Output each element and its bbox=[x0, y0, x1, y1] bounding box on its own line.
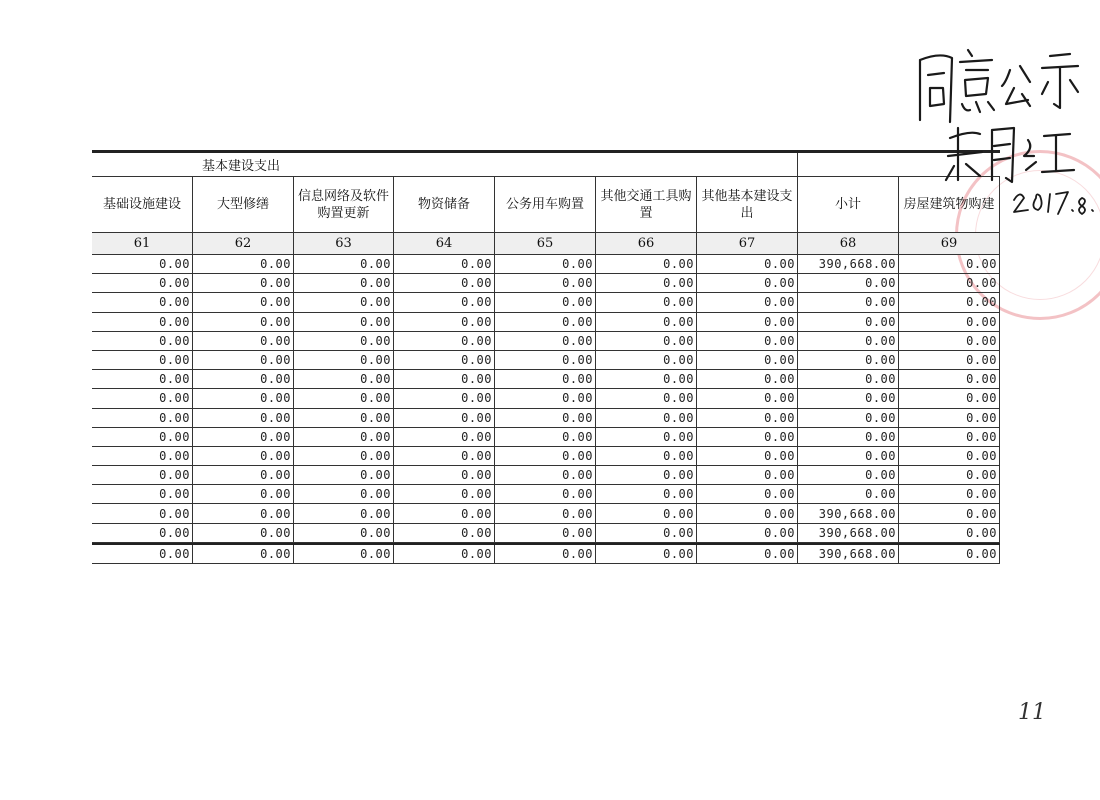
table-cell: 0.00 bbox=[92, 504, 193, 523]
table-cell: 0.00 bbox=[899, 255, 1000, 274]
table-cell: 0.00 bbox=[92, 524, 193, 543]
table-cell: 0.00 bbox=[798, 370, 899, 389]
table-cell: 0.00 bbox=[92, 485, 193, 504]
table-cell: 0.00 bbox=[294, 485, 394, 504]
table-cell: 0.00 bbox=[899, 466, 1000, 485]
column-header-row bbox=[92, 177, 1000, 233]
table-cell: 0.00 bbox=[193, 332, 294, 351]
table-cell: 0.00 bbox=[798, 409, 899, 428]
col-header-building-purchase: 房屋建筑物购建 bbox=[899, 177, 1000, 233]
col-header-other-construction: 其他基本建设支出 bbox=[697, 177, 798, 233]
group-title: 基本建设支出 bbox=[92, 153, 798, 177]
col-number: 67 bbox=[697, 233, 798, 255]
table-cell: 0.00 bbox=[596, 428, 697, 447]
table-cell: 390,668.00 bbox=[798, 504, 899, 523]
table-cell: 0.00 bbox=[294, 370, 394, 389]
table-cell: 0.00 bbox=[899, 351, 1000, 370]
table-cell: 0.00 bbox=[92, 428, 193, 447]
table-cell: 0.00 bbox=[798, 389, 899, 408]
table-row bbox=[92, 370, 1000, 389]
table-row bbox=[92, 485, 1000, 504]
col-number: 62 bbox=[193, 233, 294, 255]
table-cell: 0.00 bbox=[495, 466, 596, 485]
table-cell: 0.00 bbox=[899, 428, 1000, 447]
table-cell: 0.00 bbox=[394, 524, 495, 543]
table-cell: 0.00 bbox=[92, 370, 193, 389]
table-cell: 0.00 bbox=[596, 370, 697, 389]
group-header-row bbox=[92, 150, 1000, 177]
table-cell: 0.00 bbox=[798, 293, 899, 312]
total-cell: 0.00 bbox=[596, 545, 697, 564]
table-cell: 0.00 bbox=[193, 313, 294, 332]
col-number: 64 bbox=[394, 233, 495, 255]
table-cell: 0.00 bbox=[294, 524, 394, 543]
table-cell: 0.00 bbox=[394, 332, 495, 351]
table-cell: 0.00 bbox=[294, 293, 394, 312]
col-header-it-network: 信息网络及软件购置更新 bbox=[294, 177, 394, 233]
table-cell: 0.00 bbox=[495, 274, 596, 293]
table-cell: 0.00 bbox=[294, 428, 394, 447]
table-cell: 0.00 bbox=[495, 389, 596, 408]
table-cell: 0.00 bbox=[596, 524, 697, 543]
table-cell: 0.00 bbox=[697, 409, 798, 428]
table-cell: 0.00 bbox=[495, 313, 596, 332]
table-row bbox=[92, 504, 1000, 523]
table-cell: 0.00 bbox=[596, 466, 697, 485]
page-number: 11 bbox=[1018, 700, 1046, 725]
table-cell: 0.00 bbox=[899, 524, 1000, 543]
table-cell: 0.00 bbox=[193, 351, 294, 370]
table-cell: 0.00 bbox=[697, 351, 798, 370]
col-header-official-vehicle: 公务用车购置 bbox=[495, 177, 596, 233]
table-row bbox=[92, 255, 1000, 274]
total-cell: 0.00 bbox=[899, 545, 1000, 564]
table-cell: 0.00 bbox=[495, 504, 596, 523]
table-cell: 0.00 bbox=[92, 274, 193, 293]
col-header-material-reserve: 物资储备 bbox=[394, 177, 495, 233]
col-number: 69 bbox=[899, 233, 1000, 255]
table-cell: 0.00 bbox=[394, 313, 495, 332]
table-row bbox=[92, 313, 1000, 332]
table-cell: 0.00 bbox=[92, 255, 193, 274]
table-cell: 0.00 bbox=[596, 409, 697, 428]
table-cell: 0.00 bbox=[294, 389, 394, 408]
table-row bbox=[92, 293, 1000, 312]
table-cell: 0.00 bbox=[92, 293, 193, 312]
table-cell: 0.00 bbox=[193, 409, 294, 428]
table-cell: 0.00 bbox=[596, 313, 697, 332]
total-cell: 0.00 bbox=[495, 545, 596, 564]
table-cell: 0.00 bbox=[697, 389, 798, 408]
table-cell: 0.00 bbox=[899, 370, 1000, 389]
table-cell: 0.00 bbox=[193, 255, 294, 274]
table-cell: 0.00 bbox=[394, 504, 495, 523]
total-cell: 390,668.00 bbox=[798, 545, 899, 564]
table-cell: 0.00 bbox=[697, 485, 798, 504]
table-cell: 0.00 bbox=[294, 409, 394, 428]
table-cell: 0.00 bbox=[798, 313, 899, 332]
table-cell: 0.00 bbox=[697, 332, 798, 351]
table-cell: 0.00 bbox=[294, 447, 394, 466]
table-cell: 0.00 bbox=[596, 447, 697, 466]
table-cell: 0.00 bbox=[193, 293, 294, 312]
col-number: 61 bbox=[92, 233, 193, 255]
table-cell: 0.00 bbox=[294, 313, 394, 332]
table-cell: 0.00 bbox=[495, 409, 596, 428]
table-cell: 0.00 bbox=[899, 293, 1000, 312]
table-cell: 0.00 bbox=[596, 389, 697, 408]
table-cell: 0.00 bbox=[798, 485, 899, 504]
table-cell: 0.00 bbox=[193, 504, 294, 523]
table-body bbox=[92, 255, 1000, 543]
table-row bbox=[92, 466, 1000, 485]
table-row bbox=[92, 332, 1000, 351]
table-cell: 0.00 bbox=[294, 274, 394, 293]
table-cell: 0.00 bbox=[798, 274, 899, 293]
table-cell: 0.00 bbox=[596, 274, 697, 293]
table-cell: 0.00 bbox=[798, 351, 899, 370]
col-number: 68 bbox=[798, 233, 899, 255]
table-cell: 0.00 bbox=[394, 389, 495, 408]
table-cell: 0.00 bbox=[596, 485, 697, 504]
table-cell: 0.00 bbox=[193, 485, 294, 504]
table-cell: 0.00 bbox=[697, 504, 798, 523]
table-cell: 0.00 bbox=[394, 255, 495, 274]
table-cell: 0.00 bbox=[193, 428, 294, 447]
column-number-row bbox=[92, 233, 1000, 255]
table-cell: 0.00 bbox=[899, 274, 1000, 293]
table-cell: 0.00 bbox=[899, 485, 1000, 504]
col-header-infrastructure: 基础设施建设 bbox=[92, 177, 193, 233]
table-cell: 0.00 bbox=[697, 255, 798, 274]
table-cell: 0.00 bbox=[92, 332, 193, 351]
col-header-major-repair: 大型修缮 bbox=[193, 177, 294, 233]
table-cell: 0.00 bbox=[92, 389, 193, 408]
table-cell: 0.00 bbox=[697, 274, 798, 293]
expenditure-table bbox=[92, 150, 1000, 564]
table-row bbox=[92, 274, 1000, 293]
col-number: 65 bbox=[495, 233, 596, 255]
table-cell: 0.00 bbox=[899, 313, 1000, 332]
table-cell: 0.00 bbox=[697, 370, 798, 389]
table-cell: 0.00 bbox=[193, 524, 294, 543]
table-cell: 0.00 bbox=[697, 293, 798, 312]
total-cell: 0.00 bbox=[193, 545, 294, 564]
table-row bbox=[92, 428, 1000, 447]
table-cell: 0.00 bbox=[596, 351, 697, 370]
table-cell: 0.00 bbox=[495, 351, 596, 370]
table-cell: 0.00 bbox=[92, 466, 193, 485]
table-cell: 0.00 bbox=[92, 313, 193, 332]
table-cell: 0.00 bbox=[596, 255, 697, 274]
total-cell: 0.00 bbox=[697, 545, 798, 564]
total-cell: 0.00 bbox=[394, 545, 495, 564]
table-cell: 0.00 bbox=[495, 293, 596, 312]
table-cell: 0.00 bbox=[294, 351, 394, 370]
table-cell: 0.00 bbox=[394, 274, 495, 293]
table-cell: 0.00 bbox=[193, 447, 294, 466]
table-cell: 0.00 bbox=[697, 524, 798, 543]
table-cell: 0.00 bbox=[193, 389, 294, 408]
table-cell: 0.00 bbox=[697, 447, 798, 466]
table-cell: 0.00 bbox=[697, 466, 798, 485]
table-cell: 0.00 bbox=[495, 332, 596, 351]
table-cell: 0.00 bbox=[899, 409, 1000, 428]
table-cell: 0.00 bbox=[495, 428, 596, 447]
table-cell: 0.00 bbox=[294, 466, 394, 485]
table-cell: 0.00 bbox=[798, 428, 899, 447]
table-cell: 0.00 bbox=[697, 313, 798, 332]
table-row bbox=[92, 409, 1000, 428]
col-number: 66 bbox=[596, 233, 697, 255]
table-cell: 0.00 bbox=[294, 504, 394, 523]
table-cell: 0.00 bbox=[394, 485, 495, 504]
table-cell: 0.00 bbox=[697, 428, 798, 447]
table-row bbox=[92, 351, 1000, 370]
table-cell: 390,668.00 bbox=[798, 255, 899, 274]
total-cell: 0.00 bbox=[294, 545, 394, 564]
table-cell: 0.00 bbox=[193, 370, 294, 389]
table-total-row bbox=[92, 543, 1000, 564]
col-header-other-transport: 其他交通工具购置 bbox=[596, 177, 697, 233]
table-cell: 0.00 bbox=[798, 466, 899, 485]
table-cell: 0.00 bbox=[92, 447, 193, 466]
table-cell: 0.00 bbox=[495, 524, 596, 543]
col-number: 63 bbox=[294, 233, 394, 255]
table-cell: 0.00 bbox=[394, 409, 495, 428]
table-cell: 0.00 bbox=[596, 293, 697, 312]
table-cell: 0.00 bbox=[798, 332, 899, 351]
table-row bbox=[92, 389, 1000, 408]
table-cell: 0.00 bbox=[193, 274, 294, 293]
table-row bbox=[92, 447, 1000, 466]
table-cell: 0.00 bbox=[394, 466, 495, 485]
table-cell: 0.00 bbox=[596, 332, 697, 351]
total-cell: 0.00 bbox=[92, 545, 193, 564]
table-cell: 0.00 bbox=[798, 447, 899, 466]
table-cell: 0.00 bbox=[495, 370, 596, 389]
table-cell: 0.00 bbox=[495, 485, 596, 504]
table-cell: 0.00 bbox=[899, 332, 1000, 351]
table-cell: 0.00 bbox=[193, 466, 294, 485]
table-cell: 0.00 bbox=[394, 370, 495, 389]
table-cell: 0.00 bbox=[92, 351, 193, 370]
table-cell: 0.00 bbox=[394, 351, 495, 370]
table-cell: 0.00 bbox=[394, 428, 495, 447]
table-cell: 390,668.00 bbox=[798, 524, 899, 543]
table-cell: 0.00 bbox=[294, 332, 394, 351]
group-title-blank bbox=[798, 153, 1000, 177]
table-cell: 0.00 bbox=[394, 293, 495, 312]
table-cell: 0.00 bbox=[899, 389, 1000, 408]
table-cell: 0.00 bbox=[394, 447, 495, 466]
table-cell: 0.00 bbox=[899, 447, 1000, 466]
col-header-subtotal: 小计 bbox=[798, 177, 899, 233]
table-cell: 0.00 bbox=[596, 504, 697, 523]
table-cell: 0.00 bbox=[92, 409, 193, 428]
table-row bbox=[92, 524, 1000, 543]
table-cell: 0.00 bbox=[495, 255, 596, 274]
table-cell: 0.00 bbox=[495, 447, 596, 466]
table-cell: 0.00 bbox=[294, 255, 394, 274]
table-cell: 0.00 bbox=[899, 504, 1000, 523]
